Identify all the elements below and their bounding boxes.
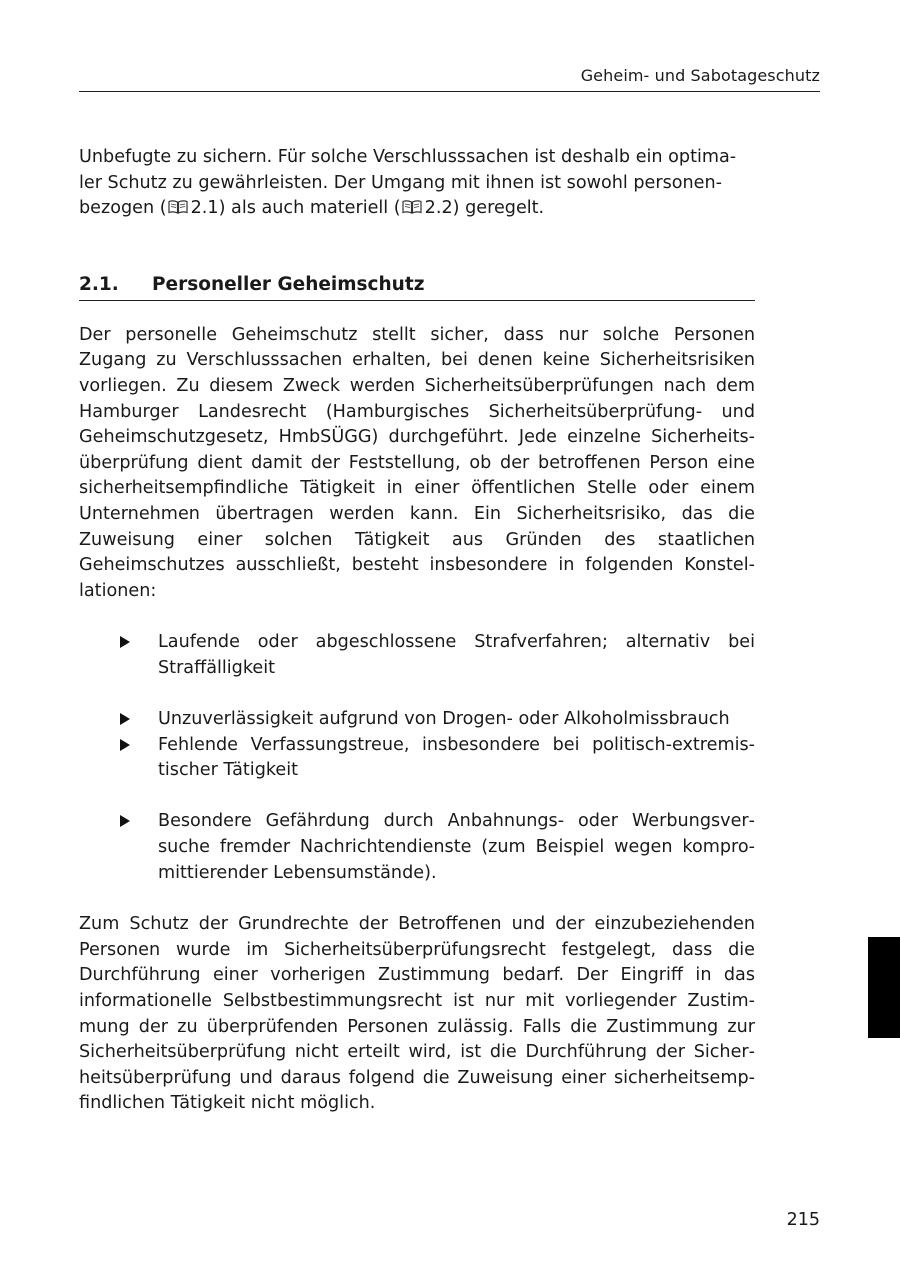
running-header-title: Geheim- und Sabotageschutz [580,66,820,85]
intro-line-2: ler Schutz zu gewährleisten. Der Umgang mit ihnen ist sowohl personen- [79,172,722,193]
list-item [79,707,755,733]
chapter-thumb-tab [868,937,900,1038]
intro-line-1: Unbefugte zu sichern. Für solche Verschlusssachen ist deshalb ein optima- [79,147,737,167]
list-item-text: Fehlende Verfassungstreue, insbesondere bei politisch-extremistischer Tätigkeit [158,734,755,781]
bullet-triangle-icon [120,636,130,648]
book-icon [402,198,422,214]
section-heading [79,272,755,301]
intro-line-3a: bezogen ( [79,198,167,219]
list-item [79,630,755,681]
section-number: 2.1. [79,273,119,295]
reference-link-2-2[interactable]: 2.2) [424,198,460,219]
page-content [79,145,755,1117]
page-number: 215 [786,1210,820,1230]
intro-paragraph [79,145,755,222]
running-header [79,64,820,92]
intro-line-3b: als auch materiell ( [225,198,401,219]
risk-list [79,630,755,886]
list-item-text: Besondere Gefährdung durch Anbahnungs- oder Werbungsversuche fremder Nachrichtendienste (zum Beispiel wegen kompromittierender Lebensumstände). [158,811,755,883]
section-body-paragraph: Der personelle Geheimschutz stellt sicher, dass nur solche Personen Zugang zu Verschlusssachen erhalten, bei denen keine Sicherheitsrisiken vorliegen. Zu diesem Zweck werden Sicherheitsüberprüfungen nach dem Hamburger Landesrecht (Hamburgisches Sicherheitsüberprüfung- und Geheimschutzgesetz, HmbSÜGG) durchgeführt. Jede einzelne Sicherheitsüberprüfung dient damit der Feststellung, ob der betroffenen Person eine sicherheitsempfindliche Tätigkeit in einer öffentlichen Stelle oder einem Unternehmen übertragen werden kann. Ein Sicherheitsrisiko, das die Zuweisung einer solchen Tätigkeit aus Gründen des staatlichen Geheimschutzes ausschließt, besteht insbesondere in folgenden Konstellationen: [79,324,755,601]
list-item-text: Unzuverlässigkeit aufgrund von Drogen- oder Alkoholmissbrauch [158,709,730,730]
list-item-text: Laufende oder abgeschlossene Strafverfahren; alternativ bei Straffälligkeit [158,632,755,678]
book-icon [168,198,188,214]
section-title: Personeller Geheimschutz [152,273,425,295]
list-item [79,809,755,886]
reference-link-2-1[interactable]: 2.1) [190,198,226,219]
bullet-triangle-icon [120,815,130,827]
closing-paragraph: Zum Schutz der Grundrechte der Betroffenen und der einzubeziehenden Personen wurde im Sicherheitsüberprüfungsrecht festgelegt, dass die Durchführung einer vorherigen Zustimmung bedarf. Der Eingriff in das informationelle Selbstbestimmungsrecht ist nur mit vorliegender Zustimmung der zu überprüfenden Personen zulässig. Falls die Zustimmung zur Sicherheitsüberprüfung nicht erteilt wird, ist die Durchführung der Sicherheitsüberprüfung und daraus folgend die Zuweisung einer sicherheitsempfindlichen Tätigkeit nicht möglich. [79,914,755,1114]
bullet-triangle-icon [120,739,130,751]
list-item [79,733,755,784]
intro-line-3c: geregelt. [459,198,545,219]
bullet-triangle-icon [120,713,130,725]
